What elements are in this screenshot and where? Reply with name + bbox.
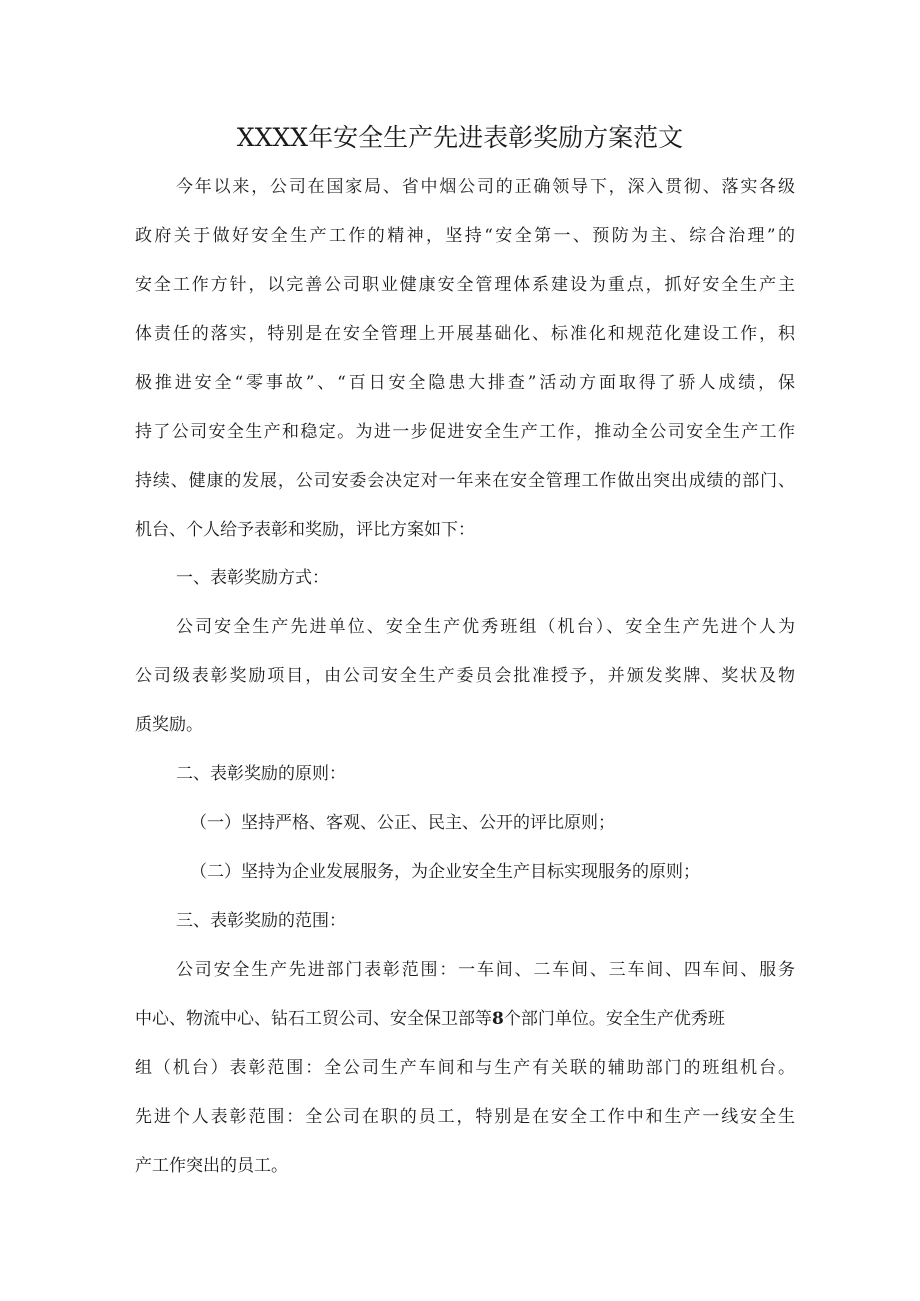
- intro-line-4: 体责任的落实，特别是在安全管理上开展基础化、标准化和规范化建设工作，积: [135, 324, 795, 344]
- section2-item-2: （二）坚持为企业发展服务，为企业安全生产目标实现服务的原则；: [190, 862, 700, 882]
- section1-line-2: 公司级表彰奖励项目，由公司安全生产委员会批准授予，并颁发奖牌、奖状及物: [135, 666, 795, 686]
- section1-line-3: 质奖励。: [135, 715, 203, 735]
- section3-line-2-before: 中心、物流中心、钻石工贸公司、安全保卫部等: [135, 1009, 492, 1029]
- intro-line-7: 持续、健康的发展，公司安委会决定对一年来在安全管理工作做出突出成绩的部门、: [135, 471, 795, 491]
- section1-heading: 一、表彰奖励方式：: [176, 568, 329, 588]
- section1-line-1: 公司安全生产先进单位、安全生产优秀班组（机台）、安全生产先进个人为: [176, 617, 795, 637]
- section3-line-2-after: 个部门单位。安全生产优秀班: [503, 1009, 725, 1029]
- section3-heading: 三、表彰奖励的范围：: [176, 911, 346, 931]
- document-title: XXXX年安全生产先进表彰奖励方案范文: [236, 123, 684, 152]
- intro-line-1: 今年以来，公司在国家局、省中烟公司的正确领导下，深入贯彻、落实各级: [176, 177, 795, 197]
- section2-heading: 二、表彰奖励的原则：: [176, 764, 346, 784]
- intro-line-2: 政府关于做好安全生产工作的精神，坚持“安全第一、预防为主、综合治理”的: [135, 226, 795, 246]
- section3-line-2: [135, 1005, 795, 1033]
- intro-line-3: 安全工作方针，以完善公司职业健康安全管理体系建设为重点，抓好安全生产主: [135, 275, 795, 295]
- section3-line-5: 产工作突出的员工。: [135, 1156, 288, 1176]
- department-count: 8: [492, 1009, 504, 1029]
- intro-line-6: 持了公司安全生产和稳定。为进一步促进安全生产工作，推动全公司安全生产工作: [135, 422, 795, 442]
- section3-line-1: 公司安全生产先进部门表彰范围：一车间、二车间、三车间、四车间、服务: [176, 960, 795, 980]
- intro-line-5: 极推进安全“零事故”、“百日安全隐患大排查”活动方面取得了骄人成绩，保: [135, 373, 795, 393]
- section2-item-1: （一）坚持严格、客观、公正、民主、公开的评比原则；: [190, 813, 615, 833]
- section3-line-4: 先进个人表彰范围：全公司在职的员工，特别是在安全工作中和生产一线安全生: [135, 1107, 795, 1127]
- intro-line-8: 机台、个人给予表彰和奖励，评比方案如下：: [135, 520, 475, 540]
- section3-line-3: 组（机台）表彰范围：全公司生产车间和与生产有关联的辅助部门的班组机台。: [135, 1058, 795, 1078]
